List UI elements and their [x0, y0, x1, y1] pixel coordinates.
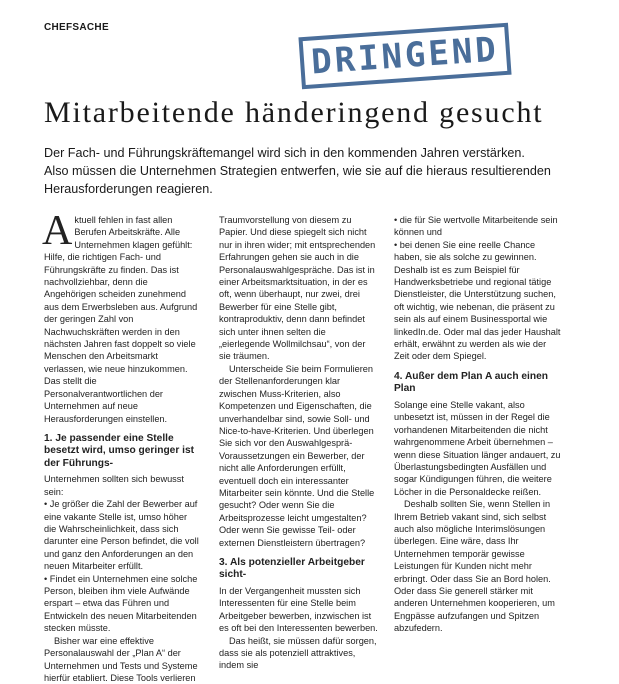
column-paragraph: Bisher war eine effektive Personalauswahl der „Plan A“ der Unternehmen und Tests und Systeme hierfür etabliert. Diese Tools verlieren	[44, 635, 198, 683]
article-lead	[44, 144, 564, 198]
paragraph-text: ktuell fehlen in fast allen Berufen Arbeitskräfte. Alle Unternehmen klagen gefühlt: Hilfe, die richtigen Fach- und Führungskräfte zu finden. Das ist nachvollziehbar, denn die Angehörigen scheiden zunehmend aus dem Erwerbsleben aus. Aufgrund der geringen Zahl von Nachwuchskräften werden in den nächsten Jahren fast doppelt so viele Menschen den Arbeitsmarkt verlassen, wie neue hinzukommen. Das stellt die Personalverantwortlichen der Unternehmen auf neue Herausforderungen einstellen.	[44, 215, 198, 424]
section-rubric: CHEFSACHE	[44, 22, 109, 33]
text-column-1	[42, 208, 201, 684]
section-heading-1: 1. Je passender eine Stelle besetzt wird, umso geringer ist der Führungs-	[44, 432, 195, 469]
column-paragraph: Traumvorstellung von diesem zu Papier. Und diese spiegelt sich nicht nur in ihren wider; mit entsprechenden Erfahrungen gehen sie auch in die Personalauswahlgespräche. Das ist in einer Arbeitsmarktsituation, in der es oft, wenn überhaupt, nur zwei, drei Bewerber für eine Stelle gibt, kontraproduktiv, denn dann befindet sich unter ihnen selten die „eierlegende Wollmilchsau“, von der sie träumen.	[219, 215, 376, 362]
article-headline: Mitarbeitende händeringend gesucht	[44, 96, 544, 129]
column-paragraph: In der Vergangenheit mussten sich Interessenten für eine Stelle beim Arbeitgeber bewerben, inzwischen ist es oft bei den Interessenten bewerben.	[219, 585, 378, 634]
column-paragraph: Deshalb sollten Sie, wenn Stellen in Ihrem Betrieb vakant sind, sich selbst auch also mögliche Interimslösungen überlegen. Eine wäre, dass Ihr Unternehmen temporär gewisse Leistungen für Kunden nicht mehr erbringt. Oder dass Sie an Bord holen. Oder dass Sie generell stärker mit anderen Unternehmen kooperieren, um Engpässe aufzufangen und Spitzen abzufedern.	[394, 499, 555, 634]
column-paragraph: Das heißt, sie müssen dafür sorgen, dass sie als potenziell attraktives, indem sie	[219, 635, 377, 671]
column-paragraph: Deshalb ist es zum Beispiel für Handwerksbetriebe und regional tätige Dienstleister, die Unterstützung suchen, oft wichtig, wie nebenan, die präsent zu sein als auf einem Businessportal wie linkedIn.de. Oder mal das jeder Haushalt erhält, erwähnt zu werden als wie der Zeit oder dem Spiegel.	[394, 264, 561, 362]
column-paragraph	[42, 208, 201, 425]
text-column-2	[219, 214, 379, 672]
lead-line-1: Der Fach- und Führungskräftemangel wird sich in den kommenden Jahren verstärken.	[44, 146, 525, 160]
drop-cap: A	[42, 208, 73, 254]
stamp-label: DRINGEND	[309, 29, 501, 83]
section-heading-4: 4. Außer dem Plan A auch einen Plan	[394, 370, 548, 395]
urgent-stamp	[292, 20, 530, 94]
column-paragraph: Unternehmen sollten sich bewusst sein:	[44, 474, 184, 497]
bullet-item: • bei denen Sie eine reelle Chance haben, sie als solche zu gewinnen.	[394, 239, 537, 263]
bullet-item: • Findet ein Unternehmen eine solche Person, bleiben ihm viele Aufwände erspart – etwa das Führen und Entwickeln des neuen Mitarbeitenden stecken müsste.	[44, 573, 198, 634]
text-column-3	[394, 214, 564, 635]
bullet-item: • Je größer die Zahl der Bewerber auf eine vakante Stelle ist, umso höher die Wahrscheinlichkeit, dass sich darunter eine Person befindet, die voll und ganz den Anforderungen an den neuen Mitarbeiter erfüllt.	[44, 499, 199, 572]
stamp-frame	[298, 23, 511, 90]
section-heading-3: 3. Als potenzieller Arbeitgeber sicht-	[219, 556, 365, 581]
bullet-item: • die für Sie wertvolle Mitarbeitende sein können und	[394, 215, 558, 238]
lead-line-2: Also müssen die Unternehmen Strategien entwerfen, wie sie auf die hieraus resultierenden Herausforderungen reagieren.	[44, 164, 551, 196]
column-paragraph: Solange eine Stelle vakant, also unbesetzt ist, müssen in der Regel die vorhandenen Mitarbeitenden die nicht wahrgenommene Arbeit übernehmen – wenn diese Situation länger andauert, zu Überlastungsbedingten Ausfällen und sogar Kündigungen führen, die weitere Löcher in die Personaldecke reißen.	[394, 399, 561, 497]
column-paragraph: Unterscheide Sie beim Formulieren der Stellenanforderungen klar zwischen Muss-Kriterien, also Kompetenzen und Eigenschaften, die unverhandelbar sind, sowie Soll- und Nice-to-have-Kriterien. Und überlegen Sie sich vor den Auswahlgesprä- Voraussetzungen ein Bewerber, der nicht alle Anforderungen erfüllt, eventuell doch ein interessanter Mitarbeiter sein könnte. Und die Stelle gesucht? Oder wenn Sie die Arbeitsprozesse leicht umgestalten? Oder wenn Sie gewisse Teil- oder externen Dienstleistern übertragen?	[219, 363, 375, 548]
